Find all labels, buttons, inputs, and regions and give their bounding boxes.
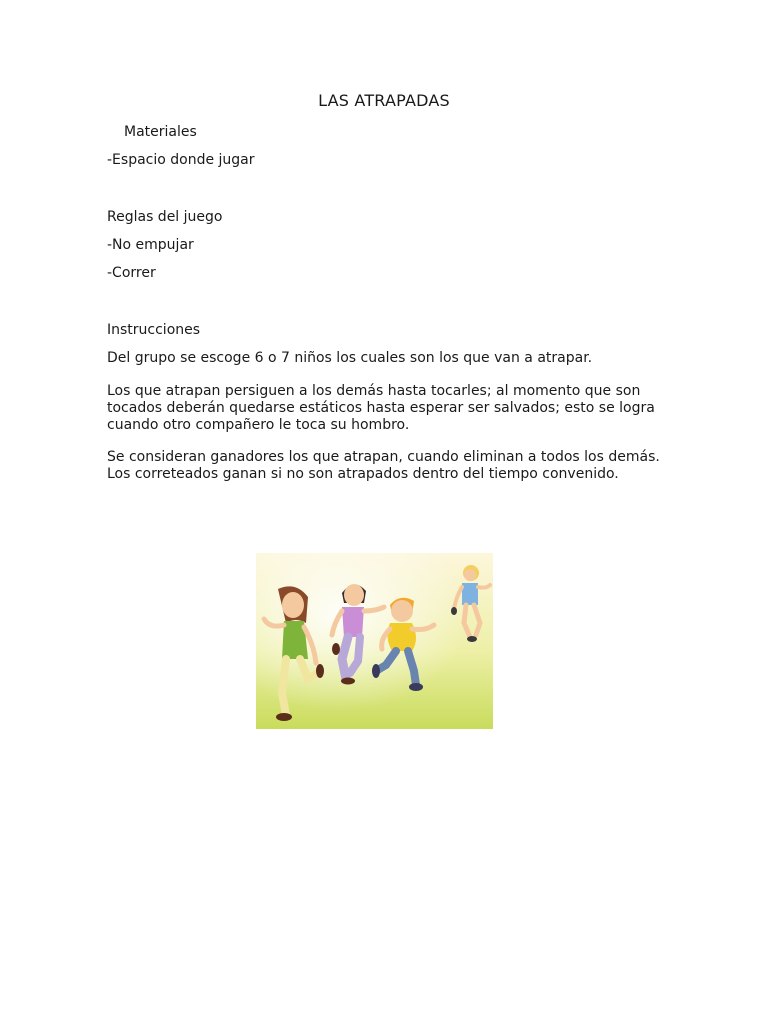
paragraph-line: cuando otro compañero le toca su hombro. bbox=[107, 417, 410, 433]
paragraph-line: Se consideran ganadores los que atrapan, cuando eliminan a todos los demás. bbox=[107, 449, 660, 465]
children-running-illustration bbox=[256, 553, 493, 729]
instructions-heading: Instrucciones bbox=[107, 322, 201, 338]
document-title: LAS ATRAPADAS bbox=[318, 91, 450, 110]
rules-item: -Correr bbox=[107, 265, 156, 281]
instructions-paragraph-1: Del grupo se escoge 6 o 7 niños los cuales son los que van a atrapar. bbox=[107, 350, 593, 366]
rules-item: -No empujar bbox=[107, 237, 194, 253]
instructions-paragraph-3 bbox=[107, 449, 667, 483]
paragraph-line: Los que atrapan persiguen a los demás hasta tocarles; al momento que son bbox=[107, 383, 641, 399]
rules-heading: Reglas del juego bbox=[107, 209, 223, 225]
paragraph-line: Los correteados ganan si no son atrapados dentro del tiempo convenido. bbox=[107, 466, 619, 482]
instructions-paragraph-2 bbox=[107, 383, 667, 434]
materials-item: -Espacio donde jugar bbox=[107, 152, 255, 168]
materials-heading: Materiales bbox=[124, 124, 197, 140]
paragraph-line: tocados deberán quedarse estáticos hasta esperar ser salvados; esto se logra bbox=[107, 400, 655, 416]
